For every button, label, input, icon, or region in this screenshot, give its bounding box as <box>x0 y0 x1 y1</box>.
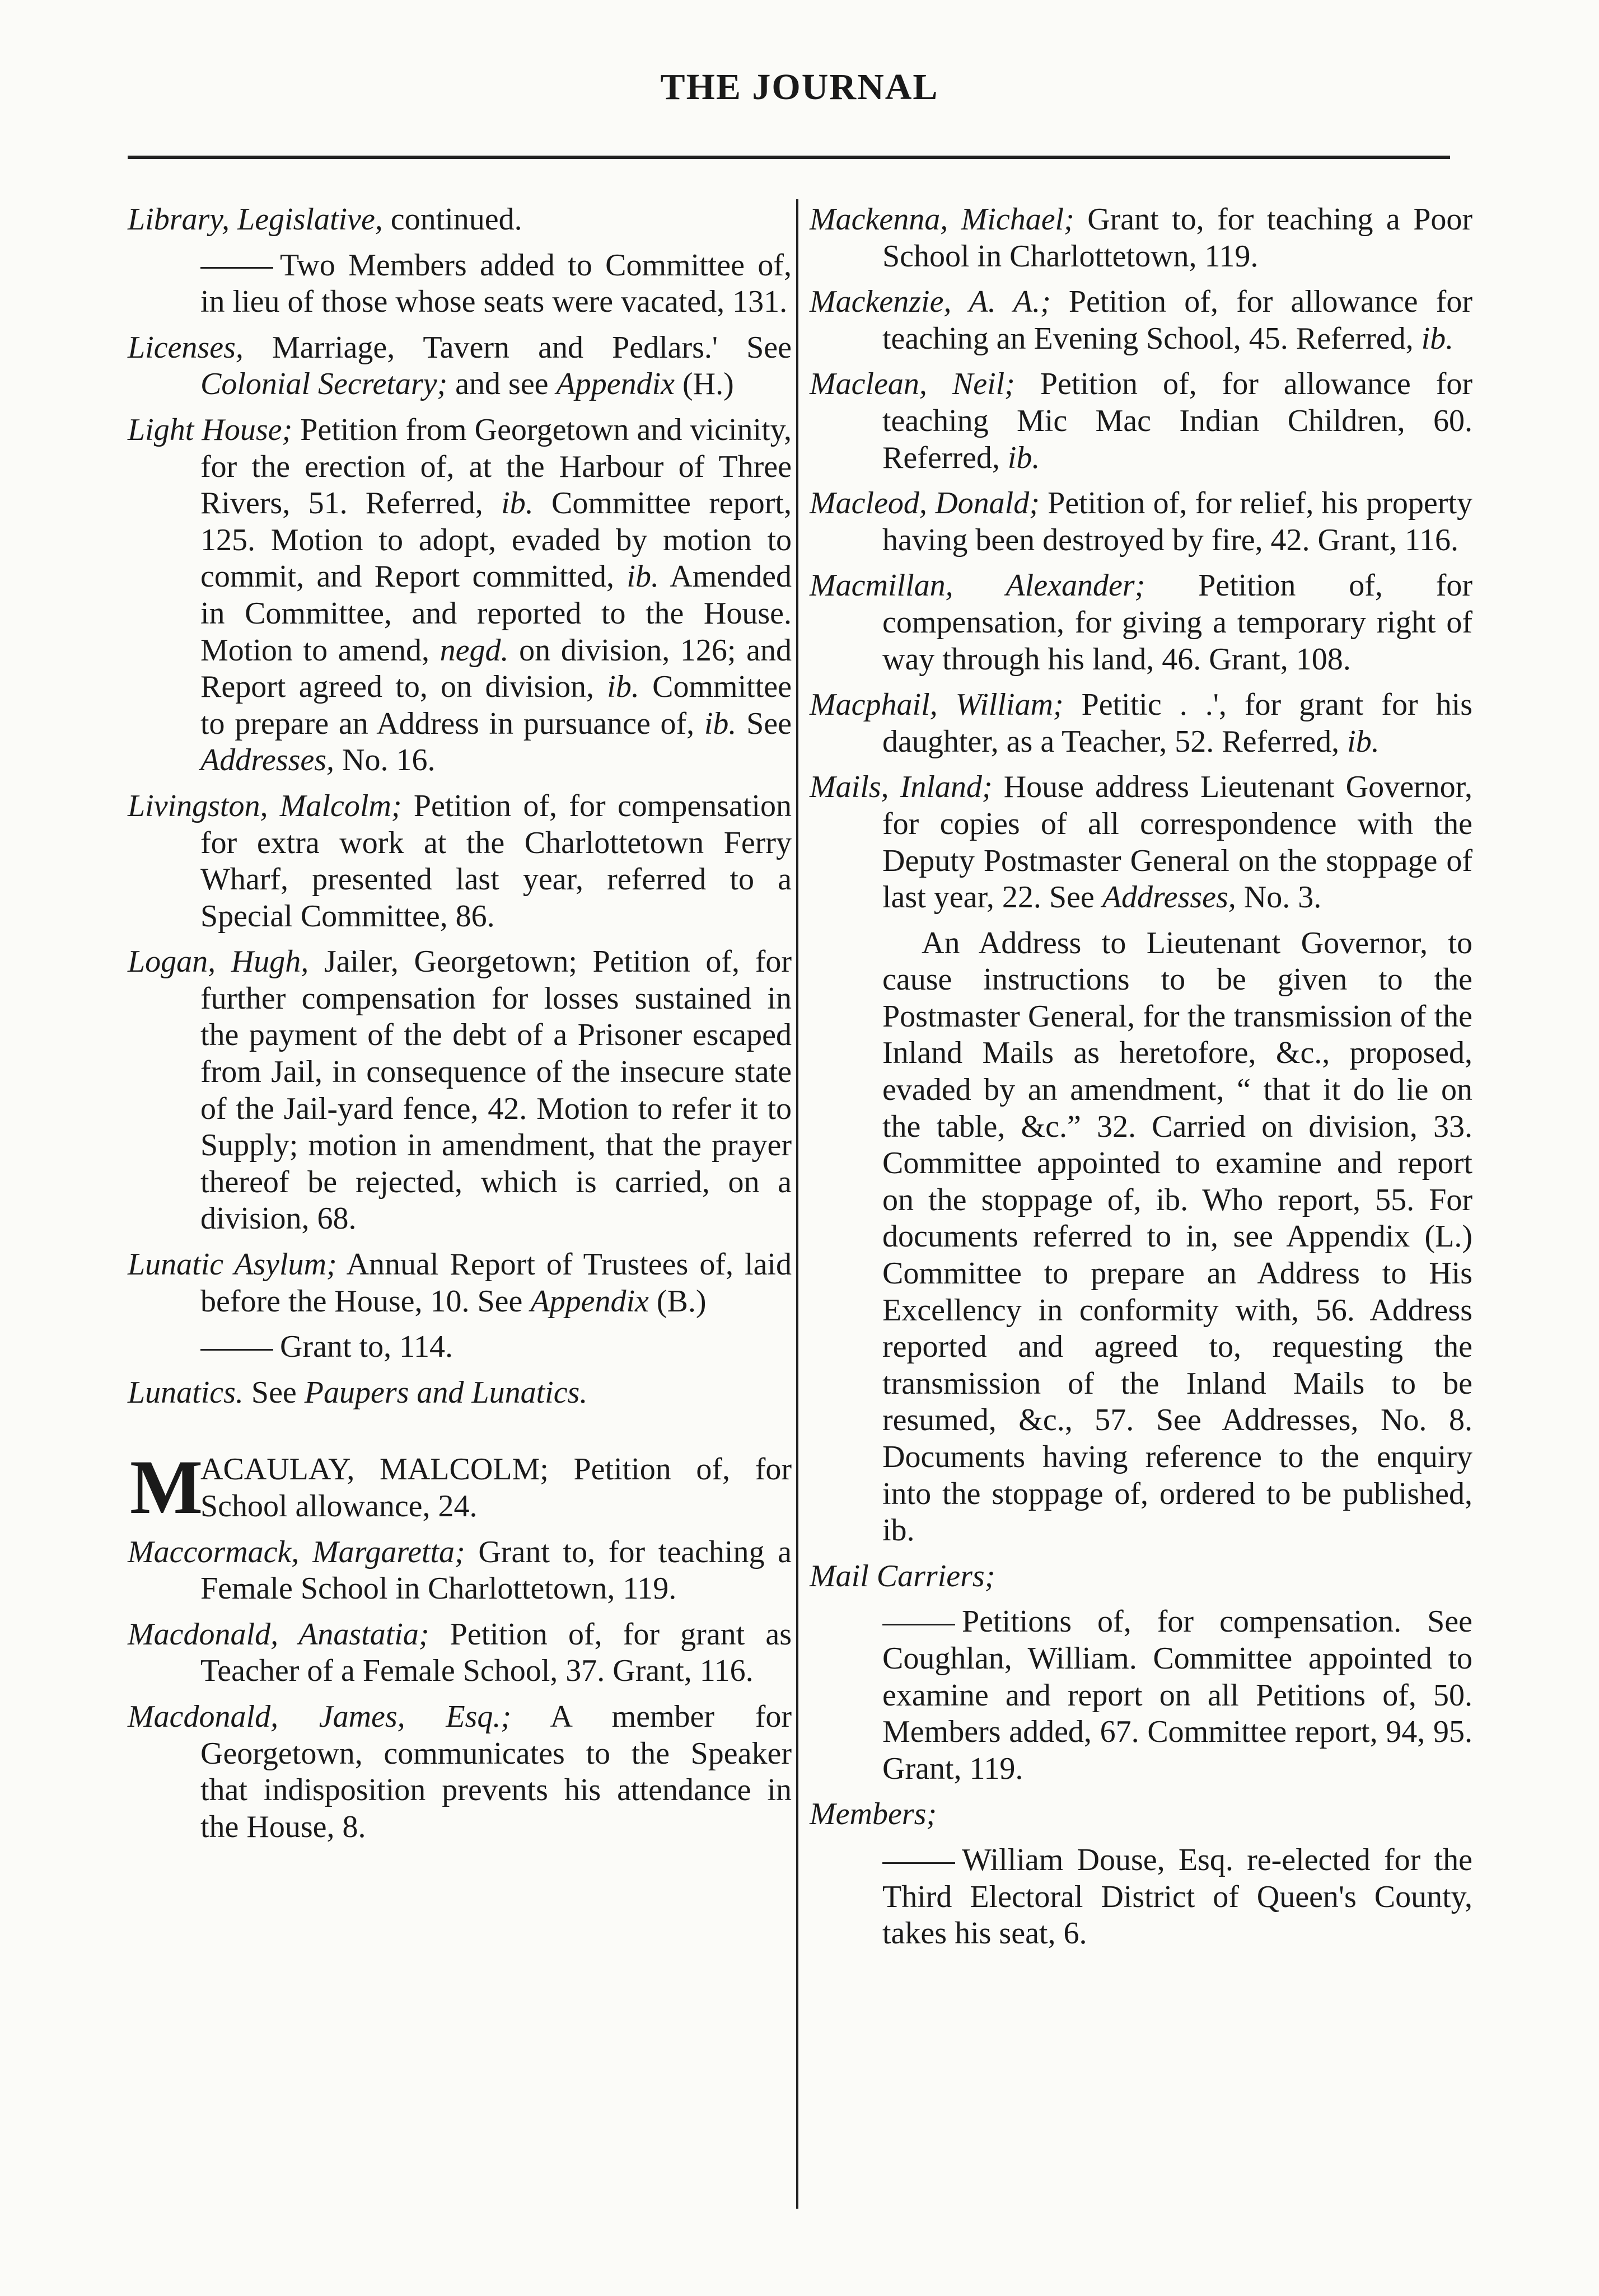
dash-rule <box>882 1624 955 1625</box>
index-entry-macphail: Macphail, William; Petitic . .', for grant for his daughter, as a Teacher, 52. Referred, ib. <box>810 687 1472 759</box>
index-entry-maccormack: Maccormack, Margaretta; Grant to, for teaching a Female School in Charlottetown, 119. <box>128 1534 792 1606</box>
index-entry-macaulay: M ACAULAY, MALCOLM; Petition of, for School allowance, 24. <box>130 1444 792 1530</box>
drop-cap-letter: M <box>130 1444 203 1530</box>
index-entry-macmillan: Macmillan, Alexander; Petition of, for compensation, for giving a temporary right of way through his land, 46. Grant, 108. <box>810 568 1472 677</box>
index-entry-maclean: Maclean, Neil; Petition of, for allowance for teaching Mic Mac Indian Children, 60. Referred, ib. <box>810 367 1473 475</box>
index-entry-lunatics: Lunatics. See Paupers and Lunatics. <box>128 1375 588 1410</box>
page-title: THE JOURNAL <box>660 67 939 107</box>
index-entry-macleod: Macleod, Donald; Petition of, for relief, his property having been destroyed by fire, 42. Grant, 116. <box>810 486 1472 557</box>
index-subentry-mail-carriers: Petitions of, for compensation. See Coughlan, William. Committee appointed to examine and report on all Petitions of, 50. Members added, 67. Committee report, 94, 95. Grant, 119. <box>882 1604 1472 1786</box>
index-entry-livingston: Livingston, Malcolm; Petition of, for compensation for extra work at the Charlottetown Ferry Wharf, presented last year, referred to a Special Committee, 86. <box>128 788 792 934</box>
column-divider <box>796 199 798 2209</box>
index-entry-light-house: Light House; Petition from Georgetown and vicinity, for the erection of, at the Harbour of Three Rivers, 51. Referred, ib. Committee report, 125. Motion to adopt, evaded by motion to commit, and Report committed, ib. Amended in Committee, and reported to the House. Motion to amend, negd. on division, 126; and Report agreed to, on division, ib. Committee to prepare an Address in pursuance of, ib. See Addresses, No. 16. <box>128 412 792 778</box>
index-subentry-lunatic-asylum-grant: Grant to, 114. <box>128 1329 792 1366</box>
index-entry-mail-carriers: Mail Carriers; <box>810 1558 995 1594</box>
dash-rule <box>200 1349 273 1351</box>
index-entry-lunatic-asylum: Lunatic Asylum; Annual Report of Trustees of, laid before the House, 10. See Appendix (B.) <box>128 1247 792 1319</box>
left-column <box>128 202 792 1854</box>
index-entry-macdonald-james: Macdonald, James, Esq.; A member for Georgetown, communicates to the Speaker that indisposition prevents his attendance in the House, 8. <box>128 1699 792 1844</box>
index-entry-macdonald-anastatia: Macdonald, Anastatia; Petition of, for grant as Teacher of a Female School, 37. Grant, 116. <box>128 1616 792 1689</box>
dash-rule <box>200 267 273 269</box>
index-subentry-members: William Douse, Esq. re-elected for the Third Electoral District of Queen's County, takes his seat, 6. <box>882 1842 1472 1951</box>
index-entry-members: Members; <box>810 1797 937 1832</box>
index-entry-mackenzie: Mackenzie, A. A.; Petition of, for allowance for teaching an Evening School, 45. Referred, ib. <box>810 284 1472 356</box>
index-entry-mails-inland: Mails, Inland; House address Lieutenant Governor, for copies of all correspondence with the Deputy Postmaster General on the stoppage of last year, 22. See Addresses, No. 3. <box>810 770 1472 915</box>
index-subentry-library-committee: Two Members added to Committee of, in lieu of those whose seats were vacated, 131. <box>200 247 792 320</box>
index-entry-library: Library, Legislative, continued. <box>128 202 522 237</box>
index-entry-logan: Logan, Hugh, Jailer, Georgetown; Petition of, for further compensation for losses sustained in the payment of the debt of a Prisoner escaped from Jail, in consequence of the insecure state of the Jail-yard fence, 42. Motion to refer it to Supply; motion in amendment, that the prayer thereof be rejected, which is carried, on a division, 68. <box>128 944 792 1236</box>
index-paragraph-mails-address: An Address to Lieutenant Governor, to cause instructions to be given to the Postmaster General, for the transmission of the Inland Mails as heretofore, &c., proposed, evaded by an amendment, “ that it do lie on the table, &c.” 32. Carried on division, 33. Committee appointed to examine and report on the stoppage of, ib. Who report, 55. For documents referred to in, see Appendix (L.) Committee to prepare an Address to His Excellency in conformity with, 56. Address reported and agreed to, requesting the transmission of the Inland Mails to be resumed, &c., 57. See Addresses, No. 8. Documents having reference to the enquiry into the stoppage of, ordered to be published, ib. <box>882 925 1472 1548</box>
header-rule <box>128 156 1450 159</box>
index-entry-licenses: Licenses, Marriage, Tavern and Pedlars.' See Colonial Secretary; and see Appendix (H.) <box>128 330 792 402</box>
dash-rule <box>882 1862 955 1864</box>
index-entry-mackenna: Mackenna, Michael; Grant to, for teaching a Poor School in Charlottetown, 119. <box>810 202 1472 274</box>
right-column <box>810 202 1472 1961</box>
